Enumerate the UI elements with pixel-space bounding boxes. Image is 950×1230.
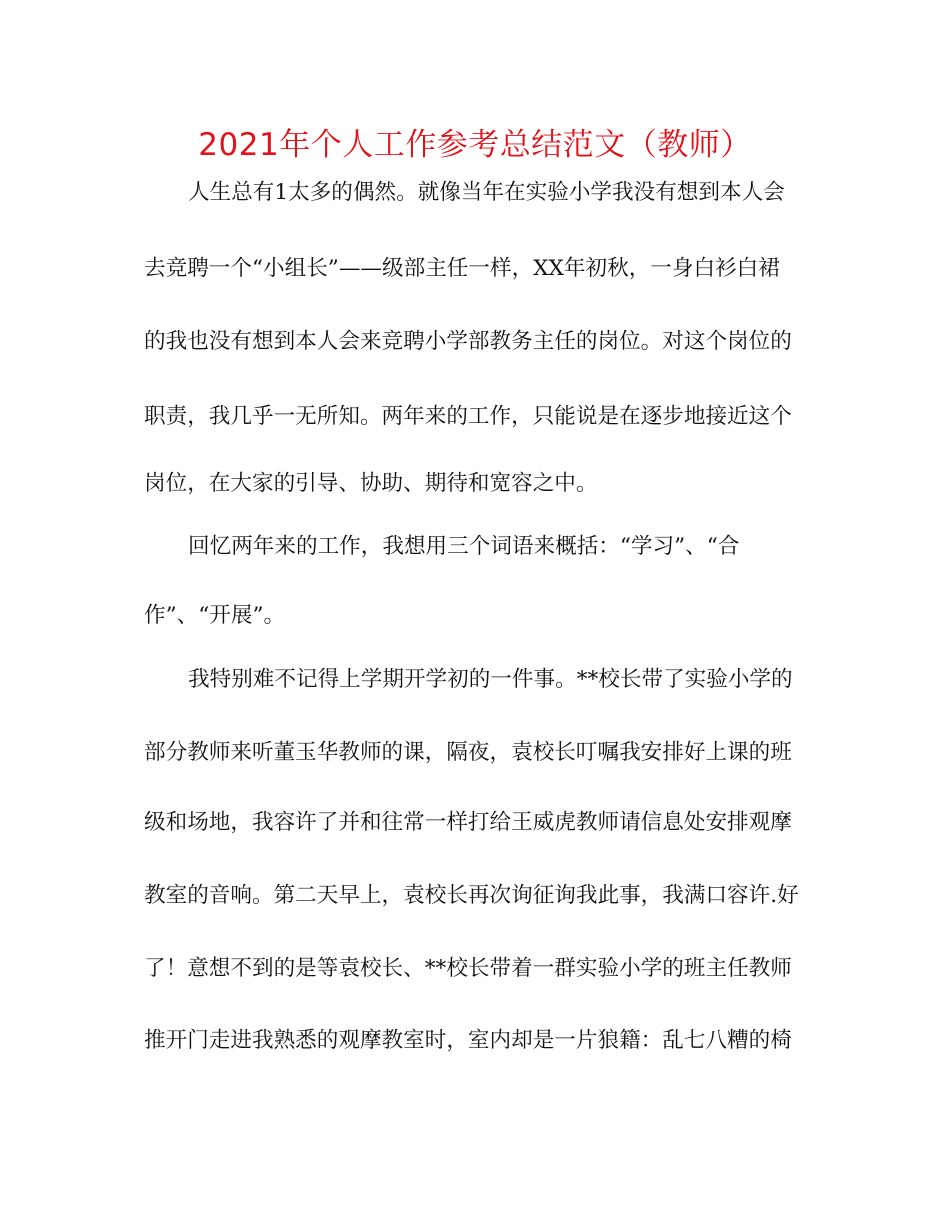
paragraph-line: 我特别难不记得上学期开学初的一件事。**校长带了实验小学的 (188, 667, 793, 692)
paragraph-line: 作”、“开展”。 (144, 603, 286, 628)
paragraph-line: 的我也没有想到本人会来竞聘小学部教务主任的岗位。对这个岗位的 (144, 329, 792, 354)
paragraph-line: 去竞聘一个“小组长”——级部主任一样，XX年初秋，一身白衫白裙 (144, 256, 780, 281)
paragraph-line: 岗位，在大家的引导、协助、期待和宽容之中。 (144, 471, 598, 496)
paragraph-line: 教室的音响。第二天早上，袁校长再次询征询我此事，我满口容许.好 (144, 883, 799, 908)
paragraph-line: 级和场地，我容许了并和往常一样打给王威虎教师请信息处安排观摩 (144, 810, 792, 835)
document-title: 2021年个人工作参考总结范文（教师） (198, 127, 752, 163)
paragraph-line: 部分教师来听董玉华教师的课，隔夜，袁校长叮嘱我安排好上课的班 (144, 740, 792, 765)
paragraph-line: 了！意想不到的是等袁校长、**校长带着一群实验小学的班主任教师 (144, 956, 792, 981)
paragraph-line: 职责，我几乎一无所知。两年来的工作，只能说是在逐步地接近这个 (144, 404, 792, 429)
paragraph-line: 人生总有1太多的偶然。就像当年在实验小学我没有想到本人会 (188, 180, 785, 205)
paragraph-line: 推开门走进我熟悉的观摩教室时，室内却是一片狼籍：乱七八糟的椅 (144, 1028, 792, 1053)
paragraph-line: 回忆两年来的工作，我想用三个词语来概括：“学习”、“合 (188, 534, 740, 559)
